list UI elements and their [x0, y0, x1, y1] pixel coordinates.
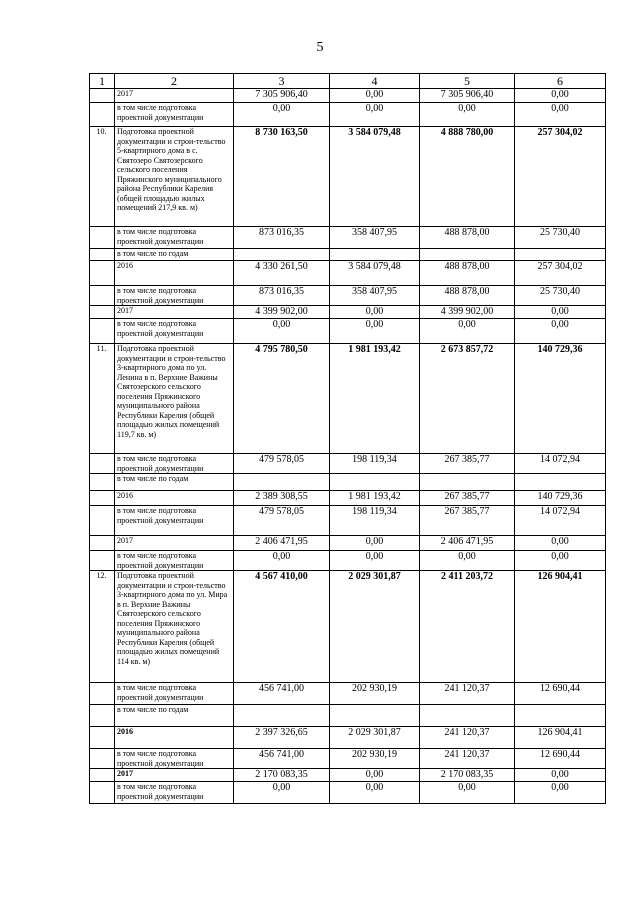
value-cell: 0,00 [330, 306, 420, 319]
table-row [90, 103, 606, 127]
value-cell: 0,00 [234, 782, 330, 804]
value-cell: 3 584 079,48 [330, 261, 420, 286]
table-row [90, 705, 606, 727]
row-number-cell [90, 474, 115, 491]
value-cell: 267 385,77 [420, 454, 515, 474]
value-cell: 4 888 780,00 [420, 127, 515, 227]
header-cell: 4 [330, 74, 420, 89]
row-label-cell: Подготовка проектной документации и строи-тельство 3-квартирного дома по ул. Мира в п. Верхние Важины Святозерского сельского поселения Пряжинского муниципального района Республики Карелия (общей площадью жилых помещений 114 кв. м) [115, 571, 234, 683]
value-cell [420, 474, 515, 491]
value-cell: 4 795 780,50 [234, 344, 330, 454]
value-cell: 25 730,40 [515, 286, 606, 306]
value-cell [234, 249, 330, 261]
row-label-cell: 2017 [115, 769, 234, 782]
value-cell: 0,00 [234, 551, 330, 571]
row-label-cell: в том числе подготовка проектной документации [115, 506, 234, 536]
table-row [90, 286, 606, 306]
value-cell [234, 474, 330, 491]
row-number-cell [90, 319, 115, 344]
value-cell: 4 399 902,00 [234, 306, 330, 319]
value-cell: 0,00 [420, 551, 515, 571]
row-label-cell: в том числе подготовка проектной документации [115, 749, 234, 769]
row-label-cell: 2016 [115, 491, 234, 506]
value-cell: 0,00 [330, 103, 420, 127]
row-number-cell [90, 249, 115, 261]
value-cell: 0,00 [515, 89, 606, 103]
value-cell [330, 474, 420, 491]
value-cell: 0,00 [330, 319, 420, 344]
value-cell: 0,00 [420, 782, 515, 804]
row-label-cell: Подготовка проектной документации и строи-тельство 3-квартирного дома по ул. Ленина в п. Верхние Важины Святозерского сельского поселения Пряжинского муниципального района Республики Карелия (общей площадью жилых помещений 119,7 кв. м) [115, 344, 234, 454]
value-cell: 12 690,44 [515, 683, 606, 705]
value-cell: 25 730,40 [515, 227, 606, 249]
table-row [90, 782, 606, 804]
value-cell: 0,00 [515, 103, 606, 127]
row-number-cell [90, 454, 115, 474]
header-cell: 5 [420, 74, 515, 89]
row-label-cell: в том числе подготовка проектной документации [115, 286, 234, 306]
value-cell: 1 981 193,42 [330, 491, 420, 506]
value-cell: 873 016,35 [234, 286, 330, 306]
value-cell: 140 729,36 [515, 344, 606, 454]
row-label-cell: в том числе по годам [115, 705, 234, 727]
row-label-cell: 2017 [115, 536, 234, 551]
row-number-cell [90, 727, 115, 749]
value-cell [234, 705, 330, 727]
value-cell: 7 305 906,40 [234, 89, 330, 103]
value-cell: 1 981 193,42 [330, 344, 420, 454]
value-cell: 2 170 083,35 [234, 769, 330, 782]
table-row [90, 474, 606, 491]
row-label-cell: в том числе по годам [115, 249, 234, 261]
value-cell: 202 930,19 [330, 749, 420, 769]
row-number-cell [90, 286, 115, 306]
table-row [90, 454, 606, 474]
row-number-cell: 11. [90, 344, 115, 454]
value-cell: 2 406 471,95 [234, 536, 330, 551]
value-cell: 2 029 301,87 [330, 727, 420, 749]
header-cell: 2 [115, 74, 234, 89]
table-row [90, 261, 606, 286]
value-cell: 0,00 [515, 306, 606, 319]
table-row [90, 319, 606, 344]
table-body [90, 74, 606, 804]
row-number-cell [90, 551, 115, 571]
value-cell: 2 411 203,72 [420, 571, 515, 683]
row-number-cell: 10. [90, 127, 115, 227]
table-row [90, 127, 606, 227]
row-number-cell [90, 491, 115, 506]
table-row [90, 306, 606, 319]
header-cell: 1 [90, 74, 115, 89]
value-cell: 241 120,37 [420, 727, 515, 749]
value-cell: 2 389 308,55 [234, 491, 330, 506]
value-cell: 198 119,34 [330, 506, 420, 536]
row-label-cell: Подготовка проектной документации и строи-тельство 5-квартирного дома в с. Святозеро Святозерского сельского поселения Пряжинского муниципального района Республики Карелия (общей площадью жилых помещений 217,9 кв. м) [115, 127, 234, 227]
value-cell [330, 249, 420, 261]
table-row [90, 769, 606, 782]
value-cell: 358 407,95 [330, 286, 420, 306]
row-number-cell: 12. [90, 571, 115, 683]
table-row [90, 227, 606, 249]
value-cell: 873 016,35 [234, 227, 330, 249]
value-cell: 14 072,94 [515, 454, 606, 474]
value-cell: 488 878,00 [420, 261, 515, 286]
row-number-cell [90, 769, 115, 782]
value-cell: 0,00 [420, 319, 515, 344]
value-cell: 479 578,05 [234, 454, 330, 474]
row-label-cell: 2017 [115, 306, 234, 319]
row-number-cell [90, 261, 115, 286]
value-cell: 14 072,94 [515, 506, 606, 536]
value-cell: 126 904,41 [515, 727, 606, 749]
row-label-cell: в том числе подготовка проектной документации [115, 683, 234, 705]
header-cell: 6 [515, 74, 606, 89]
value-cell: 2 170 083,35 [420, 769, 515, 782]
value-cell: 198 119,34 [330, 454, 420, 474]
row-number-cell [90, 683, 115, 705]
row-label-cell: 2016 [115, 727, 234, 749]
header-row [90, 74, 606, 89]
value-cell [515, 249, 606, 261]
row-number-cell [90, 782, 115, 804]
value-cell [420, 705, 515, 727]
value-cell: 7 305 906,40 [420, 89, 515, 103]
table-row [90, 344, 606, 454]
row-number-cell [90, 705, 115, 727]
page-number: 5 [316, 40, 324, 55]
row-number-cell [90, 306, 115, 319]
row-label-cell: 2017 [115, 89, 234, 103]
value-cell: 4 567 410,00 [234, 571, 330, 683]
value-cell: 8 730 163,50 [234, 127, 330, 227]
value-cell: 0,00 [330, 89, 420, 103]
value-cell [330, 705, 420, 727]
header-cell: 3 [234, 74, 330, 89]
value-cell: 0,00 [330, 769, 420, 782]
value-cell: 267 385,77 [420, 506, 515, 536]
row-number-cell [90, 103, 115, 127]
row-label-cell: 2016 [115, 261, 234, 286]
value-cell: 12 690,44 [515, 749, 606, 769]
value-cell: 456 741,00 [234, 749, 330, 769]
table-row [90, 551, 606, 571]
value-cell: 257 304,02 [515, 127, 606, 227]
table-row [90, 536, 606, 551]
value-cell: 0,00 [515, 782, 606, 804]
value-cell: 488 878,00 [420, 286, 515, 306]
value-cell: 126 904,41 [515, 571, 606, 683]
value-cell: 0,00 [515, 769, 606, 782]
value-cell: 358 407,95 [330, 227, 420, 249]
value-cell: 2 673 857,72 [420, 344, 515, 454]
table-row [90, 249, 606, 261]
row-label-cell: в том числе подготовка проектной документации [115, 782, 234, 804]
value-cell: 3 584 079,48 [330, 127, 420, 227]
table-row [90, 491, 606, 506]
value-cell: 0,00 [234, 319, 330, 344]
value-cell: 0,00 [420, 103, 515, 127]
row-number-cell [90, 749, 115, 769]
row-label-cell: в том числе подготовка проектной документации [115, 227, 234, 249]
value-cell [515, 705, 606, 727]
value-cell: 488 878,00 [420, 227, 515, 249]
row-label-cell: в том числе подготовка проектной документации [115, 103, 234, 127]
row-number-cell [90, 227, 115, 249]
value-cell [515, 474, 606, 491]
row-number-cell [90, 89, 115, 103]
value-cell: 2 406 471,95 [420, 536, 515, 551]
row-number-cell [90, 536, 115, 551]
table-row [90, 749, 606, 769]
row-number-cell [90, 506, 115, 536]
value-cell: 0,00 [330, 536, 420, 551]
value-cell [420, 249, 515, 261]
row-label-cell: в том числе по годам [115, 474, 234, 491]
value-cell: 4 399 902,00 [420, 306, 515, 319]
row-label-cell: в том числе подготовка проектной документации [115, 454, 234, 474]
budget-table [89, 73, 606, 804]
table-row [90, 683, 606, 705]
value-cell: 456 741,00 [234, 683, 330, 705]
value-cell: 202 930,19 [330, 683, 420, 705]
value-cell: 2 397 326,65 [234, 727, 330, 749]
value-cell: 0,00 [515, 536, 606, 551]
value-cell: 0,00 [515, 551, 606, 571]
value-cell: 0,00 [515, 319, 606, 344]
value-cell: 0,00 [330, 551, 420, 571]
row-label-cell: в том числе подготовка проектной документации [115, 551, 234, 571]
value-cell: 0,00 [234, 103, 330, 127]
row-label-cell: в том числе подготовка проектной документации [115, 319, 234, 344]
table-row [90, 89, 606, 103]
value-cell: 140 729,36 [515, 491, 606, 506]
value-cell: 267 385,77 [420, 491, 515, 506]
value-cell: 2 029 301,87 [330, 571, 420, 683]
value-cell: 241 120,37 [420, 749, 515, 769]
value-cell: 4 330 261,50 [234, 261, 330, 286]
value-cell: 0,00 [330, 782, 420, 804]
value-cell: 241 120,37 [420, 683, 515, 705]
table-row [90, 727, 606, 749]
value-cell: 257 304,02 [515, 261, 606, 286]
value-cell: 479 578,05 [234, 506, 330, 536]
table-row [90, 506, 606, 536]
table-row [90, 571, 606, 683]
